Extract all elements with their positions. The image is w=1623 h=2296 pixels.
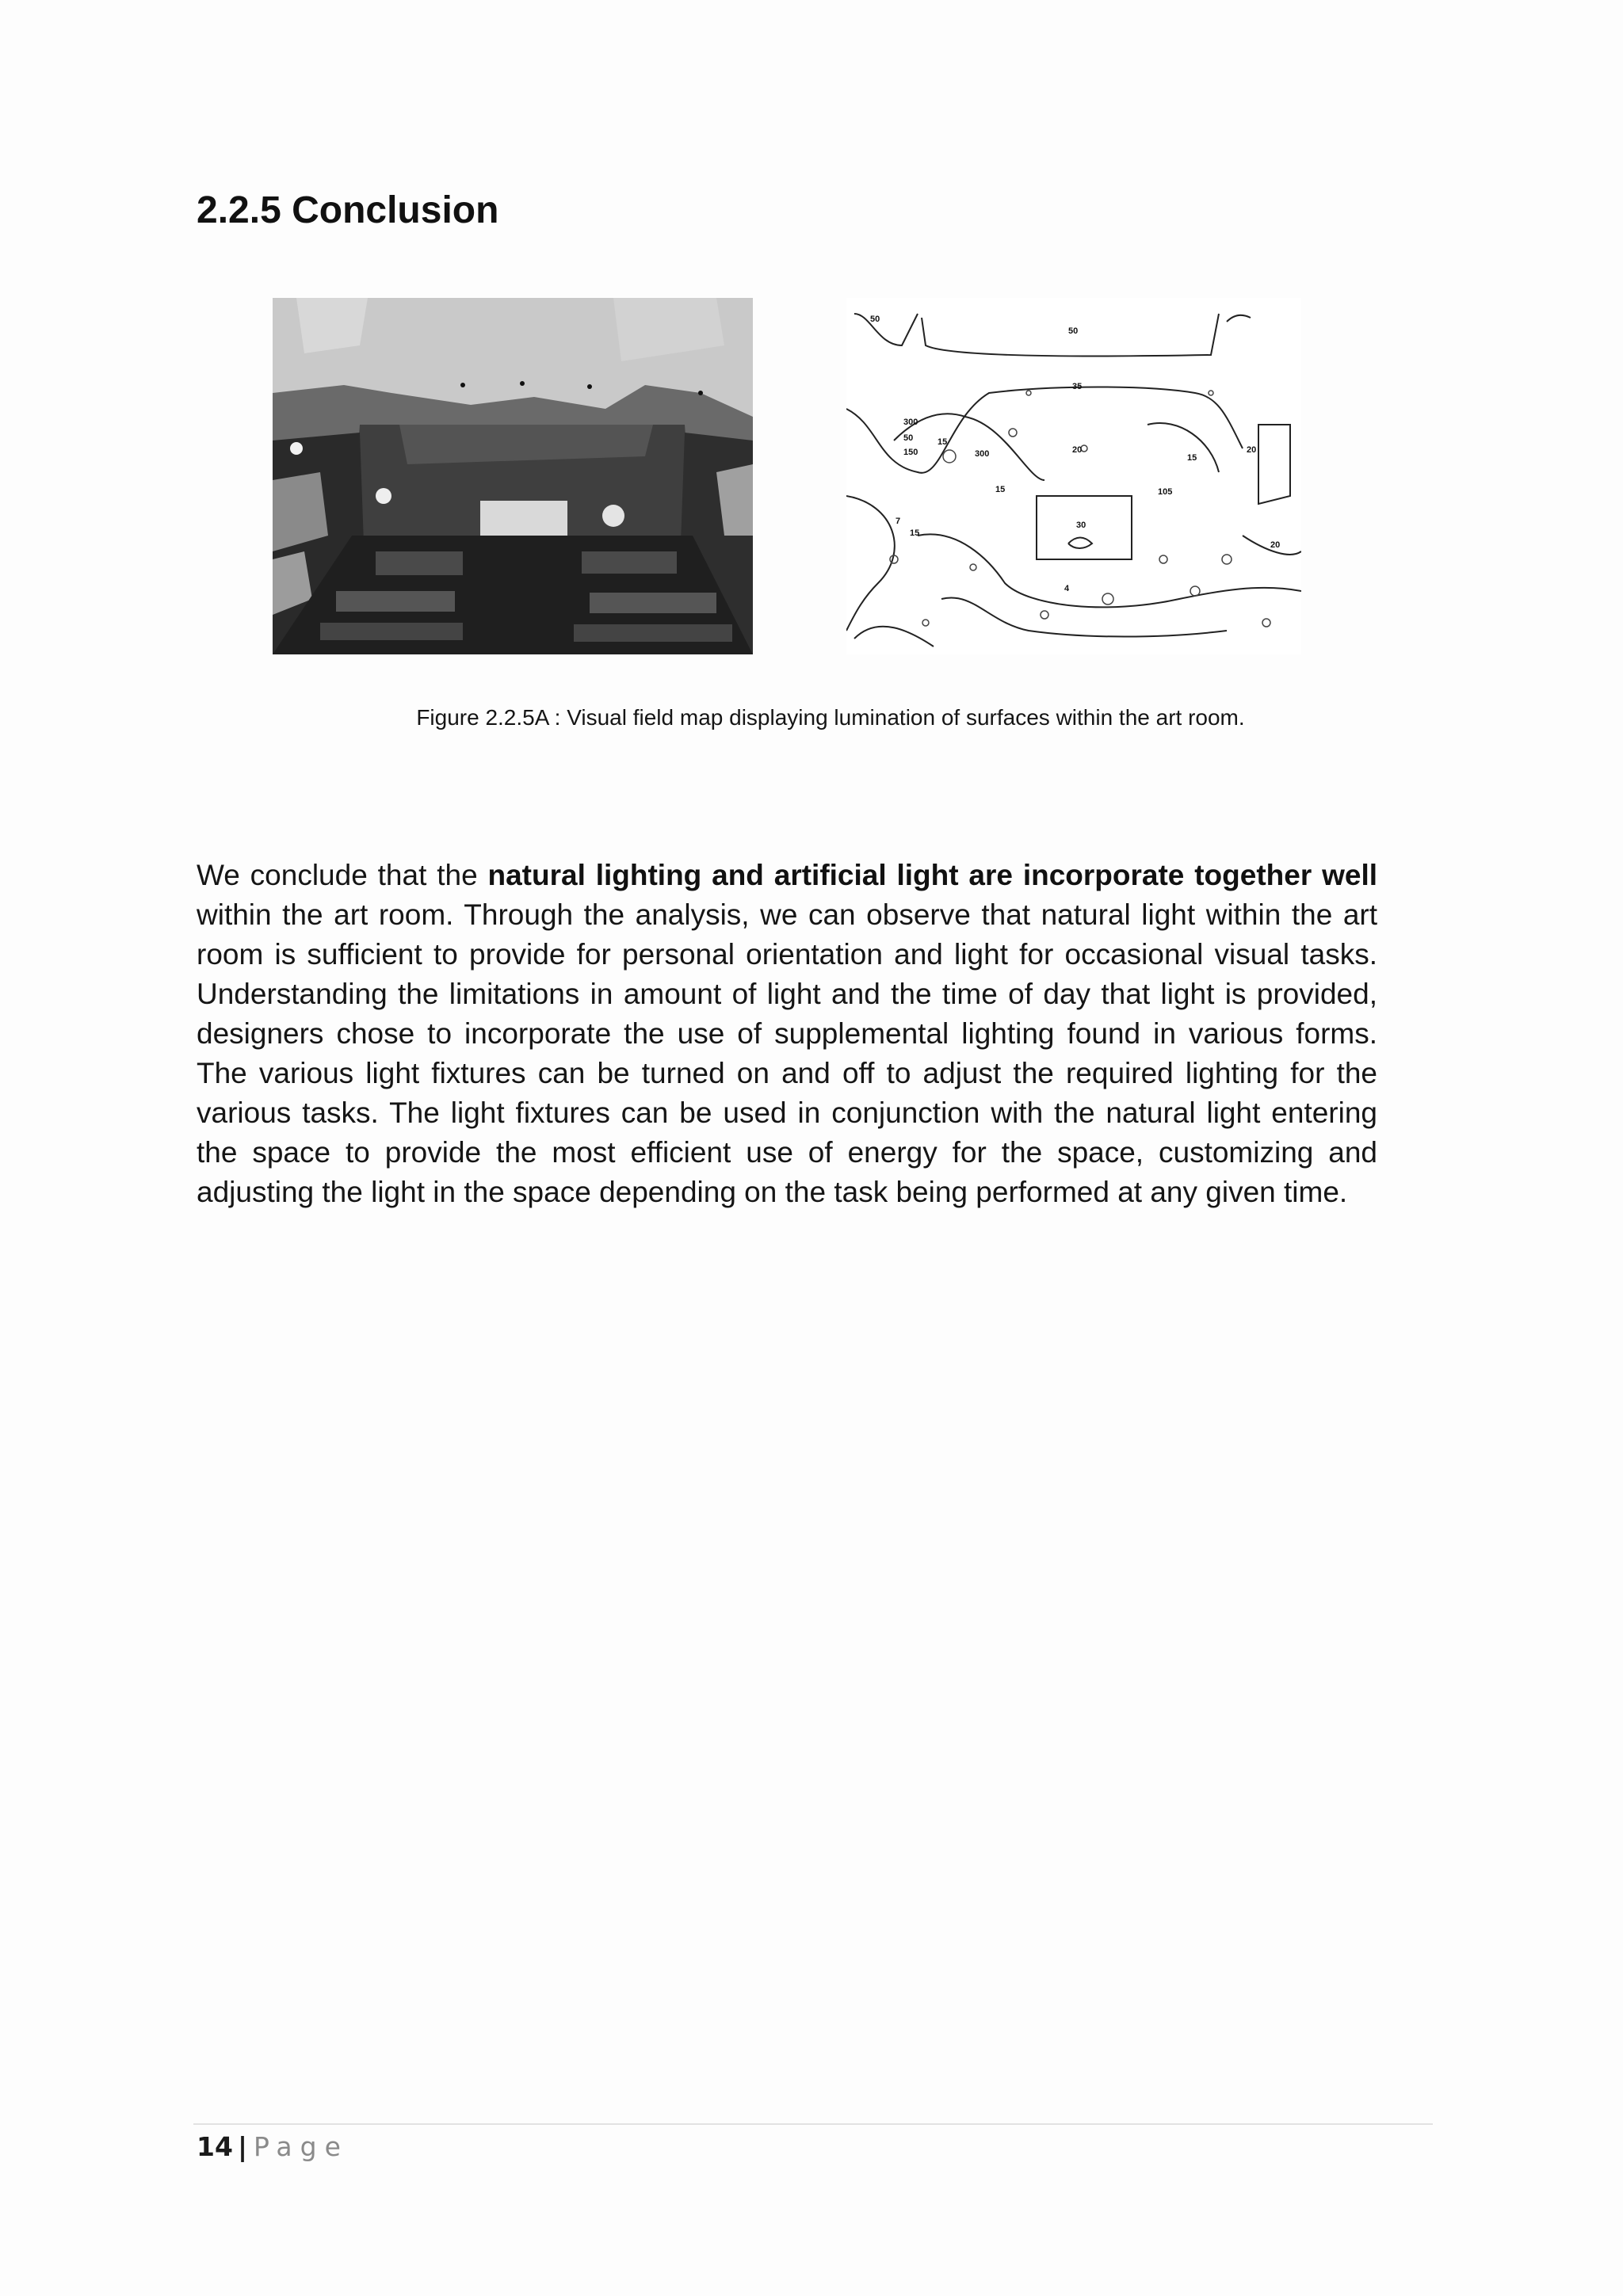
conclusion-paragraph: [197, 856, 1377, 1212]
contour-label: 20: [1270, 540, 1281, 550]
footer-divider: [193, 2123, 1433, 2125]
page-number: 14: [197, 2131, 233, 2162]
contour-label: 15: [910, 528, 920, 538]
contour-label: 150: [903, 448, 918, 457]
luminance-contour-map: [846, 298, 1301, 654]
contour-label: 30: [1076, 521, 1086, 530]
contour-label: 15: [995, 485, 1006, 494]
contour-label: 15: [938, 437, 948, 447]
bold-key-phrase-end: well: [1322, 859, 1378, 891]
luminance-photo-graphic: [273, 298, 753, 654]
contour-label: 20: [1247, 445, 1257, 455]
bold-key-phrase: natural lighting and artificial light are incorporate together: [487, 859, 1312, 891]
figure-caption: [0, 705, 1623, 730]
contour-label: 50: [1068, 326, 1079, 336]
page-footer: [197, 2131, 349, 2162]
contour-map-graphic: [846, 298, 1301, 654]
paragraph-lead-in: We conclude that the: [197, 859, 478, 891]
contour-label: 300: [903, 418, 918, 427]
contour-label: 50: [903, 433, 914, 443]
contour-label: 105: [1158, 487, 1173, 497]
contour-label: 4: [1064, 584, 1070, 593]
contour-label: 7: [896, 517, 901, 526]
contour-label: 20: [1072, 445, 1083, 455]
art-room-luminance-photo: [273, 298, 753, 654]
section-heading: 2.2.5 Conclusion: [197, 189, 499, 231]
footer-separator: |: [237, 2131, 247, 2162]
figure-caption-text: Figure 2.2.5A : Visual field map displaying lumination of surfaces within the art room.: [416, 705, 1245, 730]
page-word: Page: [254, 2131, 349, 2162]
contour-label: 50: [870, 315, 880, 324]
contour-label: 300: [975, 449, 990, 459]
paragraph-body: within the art room. Through the analysis, we can observe that natural light within the art room is sufficient to provide for personal orientation and light for occasional visual tasks. Understanding the limitations in amount of light and the time of day that light is provided, designers chose to incorporate the use of supplemental lighting found in various forms. The various light fixtures can be turned on and off to adjust the required lighting for the various tasks. The light fixtures can be used in conjunction with the natural light entering the space to provide the most efficient use of energy for the space, customizing and adjusting the light in the space depending on the task being performed at any given time.: [197, 898, 1377, 1208]
contour-label: 15: [1187, 453, 1197, 463]
contour-label: 35: [1072, 382, 1083, 391]
